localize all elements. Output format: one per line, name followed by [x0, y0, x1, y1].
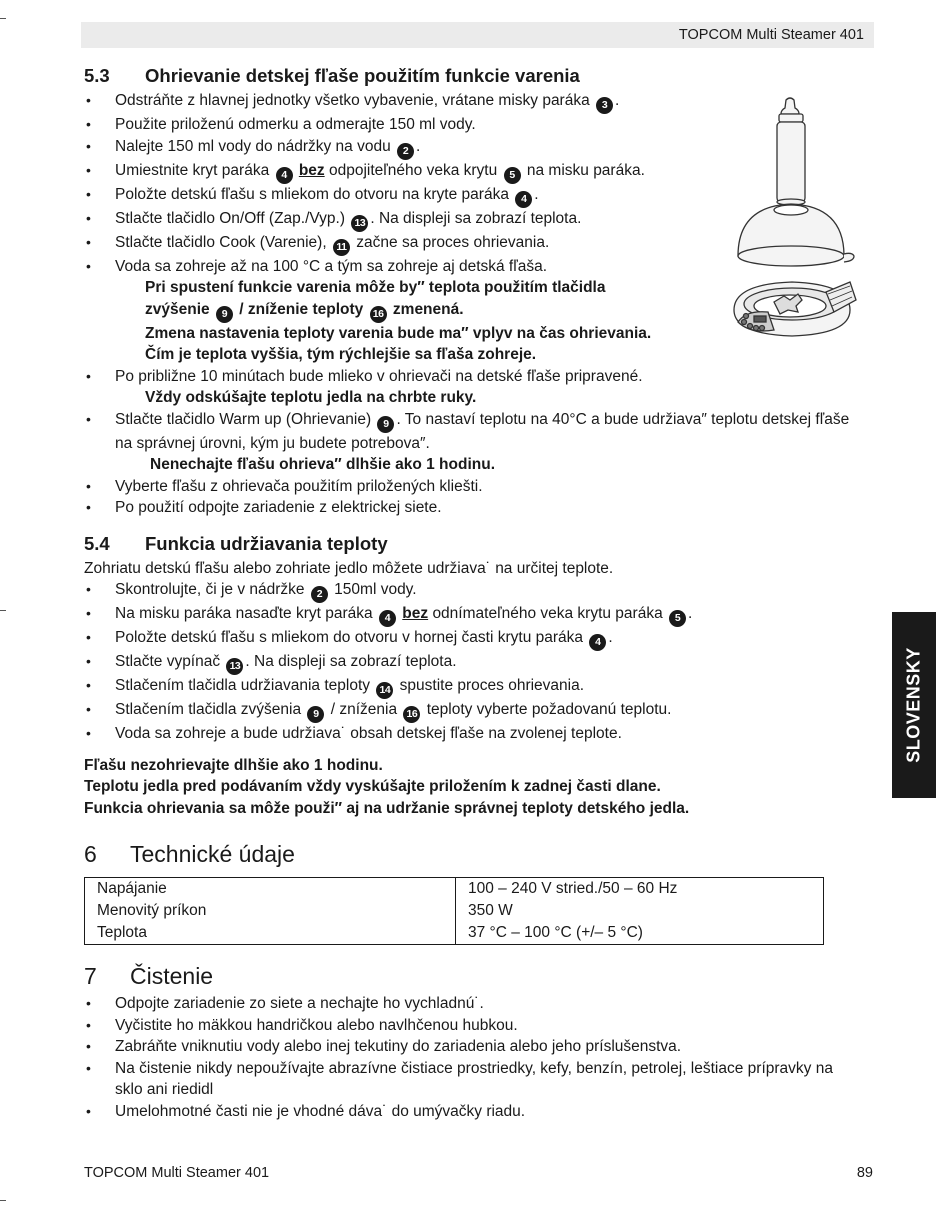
ref-number-icon: 9	[216, 306, 233, 323]
table-row	[85, 922, 824, 945]
list-item: • Po použití odpojte zariadenie z elektrickej siete.	[84, 497, 864, 519]
spec-table	[84, 877, 824, 945]
note-cooking: Pri spustení funkcie varenia môže by″ teplota použitím tlačidla zvýšenie 9 / zníženie teploty 16 zmenená. Zmena nastavenia teploty varenia bude ma″ vplyv na čas ohrievania. Čím je teplota vyššia, tým rýchlejšie sa fľaša zohreje.	[145, 279, 652, 363]
section-number: 7	[84, 963, 97, 989]
spec-label: Teplota	[85, 922, 456, 945]
crop-mark	[0, 18, 6, 19]
ref-number-icon: 14	[376, 682, 393, 699]
cleaning-list	[84, 993, 864, 1122]
table-row	[85, 878, 824, 901]
note-test-temperature: Vždy odskúšajte teplotu jedla na chrbte ruky.	[145, 389, 477, 406]
section-5-3-list-2	[84, 366, 864, 388]
section-5-3-list-4	[84, 476, 864, 519]
ref-number-icon: 4	[515, 191, 532, 208]
list-item: • Použite priloženú odmerku a odmerajte 150 ml vody.	[84, 114, 864, 136]
language-tab	[892, 612, 936, 798]
page-number: 89	[856, 1165, 873, 1181]
list-item: • Stlačením tlačidla zvýšenia 9 / zníženia 16 teploty vyberte požadovanú teplotu.	[84, 699, 864, 723]
language-tab-label: SLOVENSKY	[903, 647, 924, 763]
section-title: Technické údaje	[130, 841, 295, 867]
warning-line: Teplotu jedla pred podávaním vždy vyskúšajte priložením k zadnej časti dlane.	[84, 778, 661, 795]
ref-number-icon: 2	[311, 586, 328, 603]
list-item: • Vyberte fľašu z ohrievača použitím priložených kliešti.	[84, 476, 864, 498]
section-5-3-list	[84, 90, 864, 277]
list-item: • Stlačte tlačidlo On/Off (Zap./Vyp.) 13 . Na displeji sa zobrazí teplota.	[84, 208, 864, 232]
ref-number-icon: 9	[307, 706, 324, 723]
ref-number-icon: 13	[351, 215, 368, 232]
spec-value: 350 W	[468, 902, 513, 919]
list-item: • Zabráňte vniknutiu vody alebo inej tekutiny do zariadenia alebo jeho príslušenstva.	[84, 1036, 864, 1058]
list-item: • Na misku paráka nasaďte kryt paráka 4 bez odnímateľného veka krytu paráka 5 .	[84, 603, 864, 627]
section-intro: Zohriatu detskú fľašu alebo zohriate jedlo môžete udržiava˙ na určitej teplote.	[84, 559, 614, 577]
section-5-4-heading	[84, 532, 864, 556]
ref-number-icon: 11	[333, 239, 350, 256]
spec-label: Napájanie	[85, 878, 456, 901]
section-number: 5.4	[84, 532, 110, 554]
page-content	[84, 64, 864, 1122]
list-item: • Umelohmotné časti nie je vhodné dáva˙ do umývačky riadu.	[84, 1101, 864, 1123]
section-5-3-heading	[84, 64, 864, 88]
ref-number-icon: 5	[669, 610, 686, 627]
list-item: • Voda sa zohreje a bude udržiava˙ obsah detskej fľaše na zvolenej teplote.	[84, 723, 864, 745]
section-7-heading	[84, 961, 864, 991]
section-title: Funkcia udržiavania teploty	[145, 532, 388, 554]
spec-value: 100 – 240 V stried./50 – 60 Hz	[468, 880, 678, 897]
list-item: • Umiestnite kryt paráka 4 bez odpojiteľného veka krytu 5 na misku paráka.	[84, 160, 864, 184]
crop-mark	[0, 610, 6, 611]
ref-number-icon: 4	[276, 167, 293, 184]
section-number: 5.3	[84, 65, 110, 86]
ref-number-icon: 4	[589, 634, 606, 651]
ref-number-icon: 16	[403, 706, 420, 723]
list-item: • Na čistenie nikdy nepoužívajte abrazívne čistiace prostriedky, kefy, benzín, petrolej, leštiace prípravky na sklo ani riedidl	[84, 1058, 864, 1101]
ref-number-icon: 4	[379, 610, 396, 627]
list-item: • Stlačte vypínač 13 . Na displeji sa zobrazí teplota.	[84, 651, 864, 675]
ref-number-icon: 2	[397, 143, 414, 160]
list-item: • Odstráňte z hlavnej jednotky všetko vybavenie, vrátane misky paráka 3 .	[84, 90, 864, 114]
running-header	[81, 22, 874, 48]
table-row	[85, 900, 824, 922]
warning-line: Fľašu nezohrievajte dlhšie ako 1 hodinu.	[84, 756, 383, 774]
spec-label: Menovitý príkon	[85, 900, 456, 922]
list-item: • Vyčistite ho mäkkou handričkou alebo navlhčenou hubkou.	[84, 1015, 864, 1037]
list-item: • Po približne 10 minútach bude mlieko v ohrievači na detské fľaše pripravené.	[84, 366, 864, 388]
warning-line: Funkcia ohrievania sa môže použi″ aj na udržanie správnej teploty detského jedla.	[84, 799, 690, 817]
section-6-heading	[84, 839, 864, 869]
list-item: • Stlačením tlačidla udržiavania teploty 14 spustite proces ohrievania.	[84, 675, 864, 699]
ref-number-icon: 16	[370, 306, 387, 323]
ref-number-icon: 9	[377, 416, 394, 433]
list-item: • Skontrolujte, či je v nádržke 2 150ml vody.	[84, 579, 864, 603]
header-title: TOPCOM Multi Steamer 401	[678, 27, 864, 43]
list-item: • Voda sa zohreje až na 100 °C a tým sa zohreje aj detská fľaša.	[84, 256, 864, 278]
section-title: Čistenie	[130, 963, 214, 989]
section-5-4-list	[84, 579, 864, 745]
list-item: • Stlačte tlačidlo Cook (Varenie), 11 začne sa proces ohrievania.	[84, 232, 864, 256]
ref-number-icon: 5	[504, 167, 521, 184]
footer-title: TOPCOM Multi Steamer 401	[84, 1165, 270, 1181]
list-item: • Stlačte tlačidlo Warm up (Ohrievanie) 9 . To nastaví teplotu na 40°C a bude udržiava″ teplotu detskej fľaše na správnej úrovni, kým ju budete potrebova″.	[84, 409, 864, 455]
spec-value: 37 °C – 100 °C (+/– 5 °C)	[468, 924, 643, 941]
ref-number-icon: 13	[226, 658, 243, 675]
crop-mark	[0, 1200, 6, 1201]
list-item: • Odpojte zariadenie zo siete a nechajte ho vychladnú˙.	[84, 993, 864, 1015]
list-item: • Položte detskú fľašu s mliekom do otvoru na kryte paráka 4 .	[84, 184, 864, 208]
ref-number-icon: 3	[596, 97, 613, 114]
section-number: 6	[84, 841, 97, 867]
list-item: • Položte detskú fľašu s mliekom do otvoru v hornej časti krytu paráka 4 .	[84, 627, 864, 651]
section-5-3-list-3	[84, 409, 864, 455]
warning-block	[84, 755, 864, 820]
note-max-heating: Nenechajte fľašu ohrieva″ dlhšie ako 1 hodinu.	[150, 456, 496, 473]
section-title: Ohrievanie detskej fľaše použitím funkcie varenia	[145, 65, 580, 86]
list-item: • Nalejte 150 ml vody do nádržky na vodu 2 .	[84, 136, 864, 160]
